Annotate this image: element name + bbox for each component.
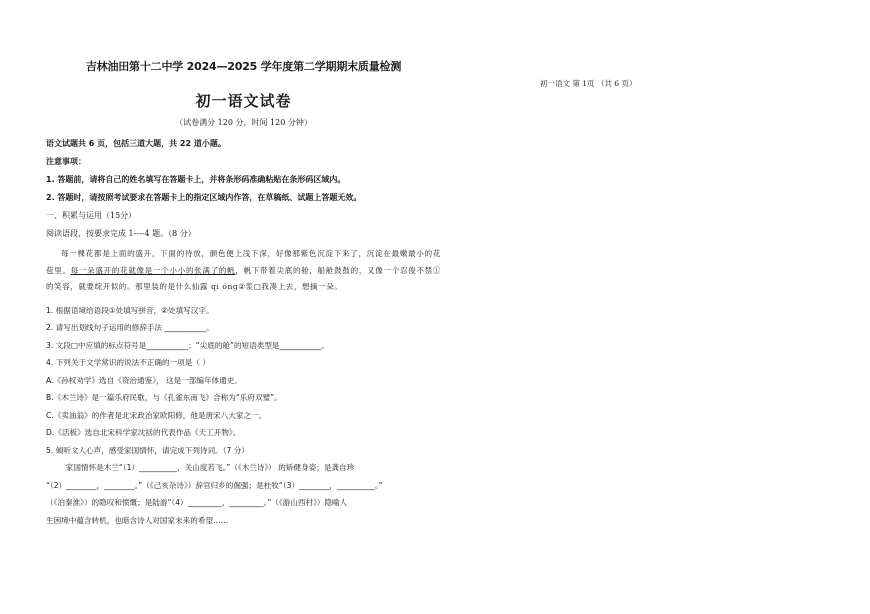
passage-underlined-sentence: 每一朵盛开的花就像是一个小小的张满了的帆	[70, 265, 236, 275]
reading-passage	[46, 246, 441, 296]
reading-prompt: 阅读语段，按要求完成 1----4 题。（8 分）	[46, 229, 196, 238]
question-4: 4. 下列关于文学常识的说法不正确的一项是（ ）	[46, 358, 210, 367]
question-3: 3. 文段□中应填的标点符号是___________；“尖底的舱”的短语类型是___________。	[46, 340, 329, 350]
question-5-line-1: 家国情怀是木兰“（1）__________，关山度若飞。”（《木兰诗》） 的矫健身姿；是龚自珍	[65, 463, 355, 472]
exam-summary: 语文试题共 6 页，包括三道大题，共 22 道小题。	[46, 139, 226, 148]
passage-part-1: 每一棵花都是上面的盛开，下面的待放，颜色便上浅下深，好像那紫色沉淀下来了，沉淀在最嫩最小的花苞里。	[46, 249, 441, 275]
exam-header: 吉林油田第十二中学 2024—2025 学年度第二学期期末质量检测	[85, 60, 402, 73]
question-4-option-d: D.《活板》选自北宋科学家沈括的代表作品《天工开物》。	[46, 428, 241, 437]
exam-page-right	[540, 78, 860, 89]
question-5-line-3: （《泊秦淮》）的隐叹和愤慨；是陆游“（4）_________，_________。”（《游山西村》）隐喻人	[46, 498, 348, 507]
question-1: 1. 根据语境给语段①处填写拼音，②处填写汉字。	[46, 305, 214, 315]
notice-title: 注意事项：	[46, 157, 86, 166]
question-5: 5. 倾听文人心声，感受家国情怀，请完成下列诗词。（7 分）	[46, 445, 249, 455]
question-2: 2. 请写出划线句子运用的修辞手法 ___________。	[46, 323, 214, 332]
question-5-line-2: “（2）________，________。”（《己亥杂诗》）辞官归乡的倔强；是杜牧“（3）________，__________。”	[46, 480, 383, 490]
page-info: 初一语文 第 1页 （共 6 页）	[540, 79, 637, 88]
notice-item-1: 1. 答题前，请将自己的姓名填写在答题卡上，并将条形码准确粘贴在条形码区域内。	[46, 175, 346, 184]
exam-subtitle: （试卷满分 120 分，时间 120 分钟）	[175, 118, 312, 127]
exam-title: 初一语文试卷	[195, 92, 292, 110]
passage-part-3: ，帆下带着尖底的舱，船舱鼓鼓的，又像一个忍俊不禁①的笑容，就要绽开似的。那里装的是什么仙露 qi ónɡ②浆□我凑上去，想摘一朵。	[46, 265, 442, 291]
exam-page-left	[46, 58, 441, 526]
question-4-option-a: A.《孙权劝学》选自《资治通鉴》， 这是一部编年体通史。	[46, 375, 242, 385]
question-5-line-4: 生困境中蕴含转机，也暗含诗人对国家未来的希望……	[46, 515, 229, 525]
question-4-option-b: B.《木兰诗》是一篇乐府民歌，与《孔雀东南飞》合称为“乐府双璧”。	[46, 393, 282, 402]
notice-item-2: 2. 答题时，请按照考试要求在答题卡上的指定区域内作答，在草稿纸、试题上答题无效。	[46, 193, 362, 202]
question-4-option-c: C.《卖油翁》的作者是北宋政治家欧阳修，他是唐宋八大家之一。	[46, 410, 267, 420]
section-1-title: 一、积累与运用（15分）	[46, 211, 137, 220]
